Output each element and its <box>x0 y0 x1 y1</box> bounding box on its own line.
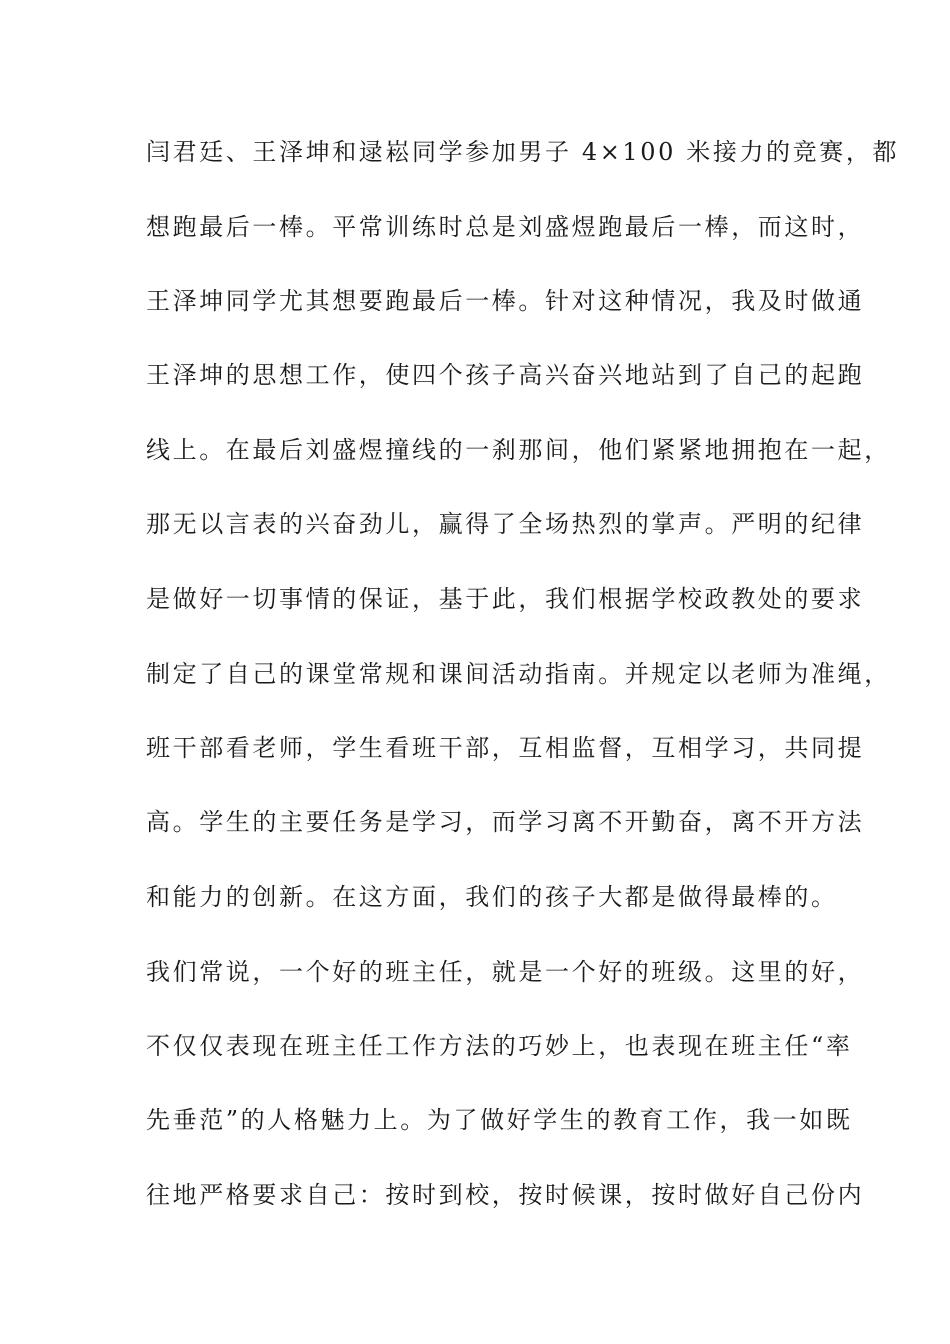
text-line: 不仅仅表现在班主任工作方法的巧妙上，也表现在班主任“率 <box>146 1032 853 1060</box>
text-line: 线上。在最后刘盛煜撞线的一刹那间，他们紧紧地拥抱在一起， <box>146 436 891 464</box>
text-line: 和能力的创新。在这方面，我们的孩子大都是做得最棒的。 <box>146 883 838 911</box>
text-line: 制定了自己的课堂常规和课间活动指南。并规定以老师为准绳， <box>146 660 891 688</box>
text-line: 是做好一切事情的保证，基于此，我们根据学校政教处的要求 <box>146 585 865 613</box>
text-line: 那无以言表的兴奋劲儿，赢得了全场热烈的掌声。严明的纪律 <box>146 510 865 538</box>
text-line: 高。学生的主要任务是学习，而学习离不开勤奋，离不开方法 <box>146 808 865 836</box>
text-line: 我们常说，一个好的班主任，就是一个好的班级。这里的好， <box>146 958 865 986</box>
text-line: 闫君廷、王泽坤和逯崧同学参加男子 4×100 米接力的竞赛，都 <box>146 138 900 166</box>
text-line: 王泽坤的思想工作，使四个孩子高兴奋兴地站到了自己的起跑 <box>146 361 865 389</box>
text-line: 班干部看老师，学生看班干部，互相监督，互相学习，共同提 <box>146 734 865 762</box>
text-line: 往地严格要求自己：按时到校，按时候课，按时做好自己份内 <box>146 1181 865 1209</box>
text-line: 王泽坤同学尤其想要跑最后一棒。针对这种情况，我及时做通 <box>146 287 865 315</box>
text-line: 想跑最后一棒。平常训练时总是刘盛煜跑最后一棒，而这时， <box>146 213 865 241</box>
text-line: 先垂范”的人格魅力上。为了做好学生的教育工作，我一如既 <box>146 1106 853 1134</box>
